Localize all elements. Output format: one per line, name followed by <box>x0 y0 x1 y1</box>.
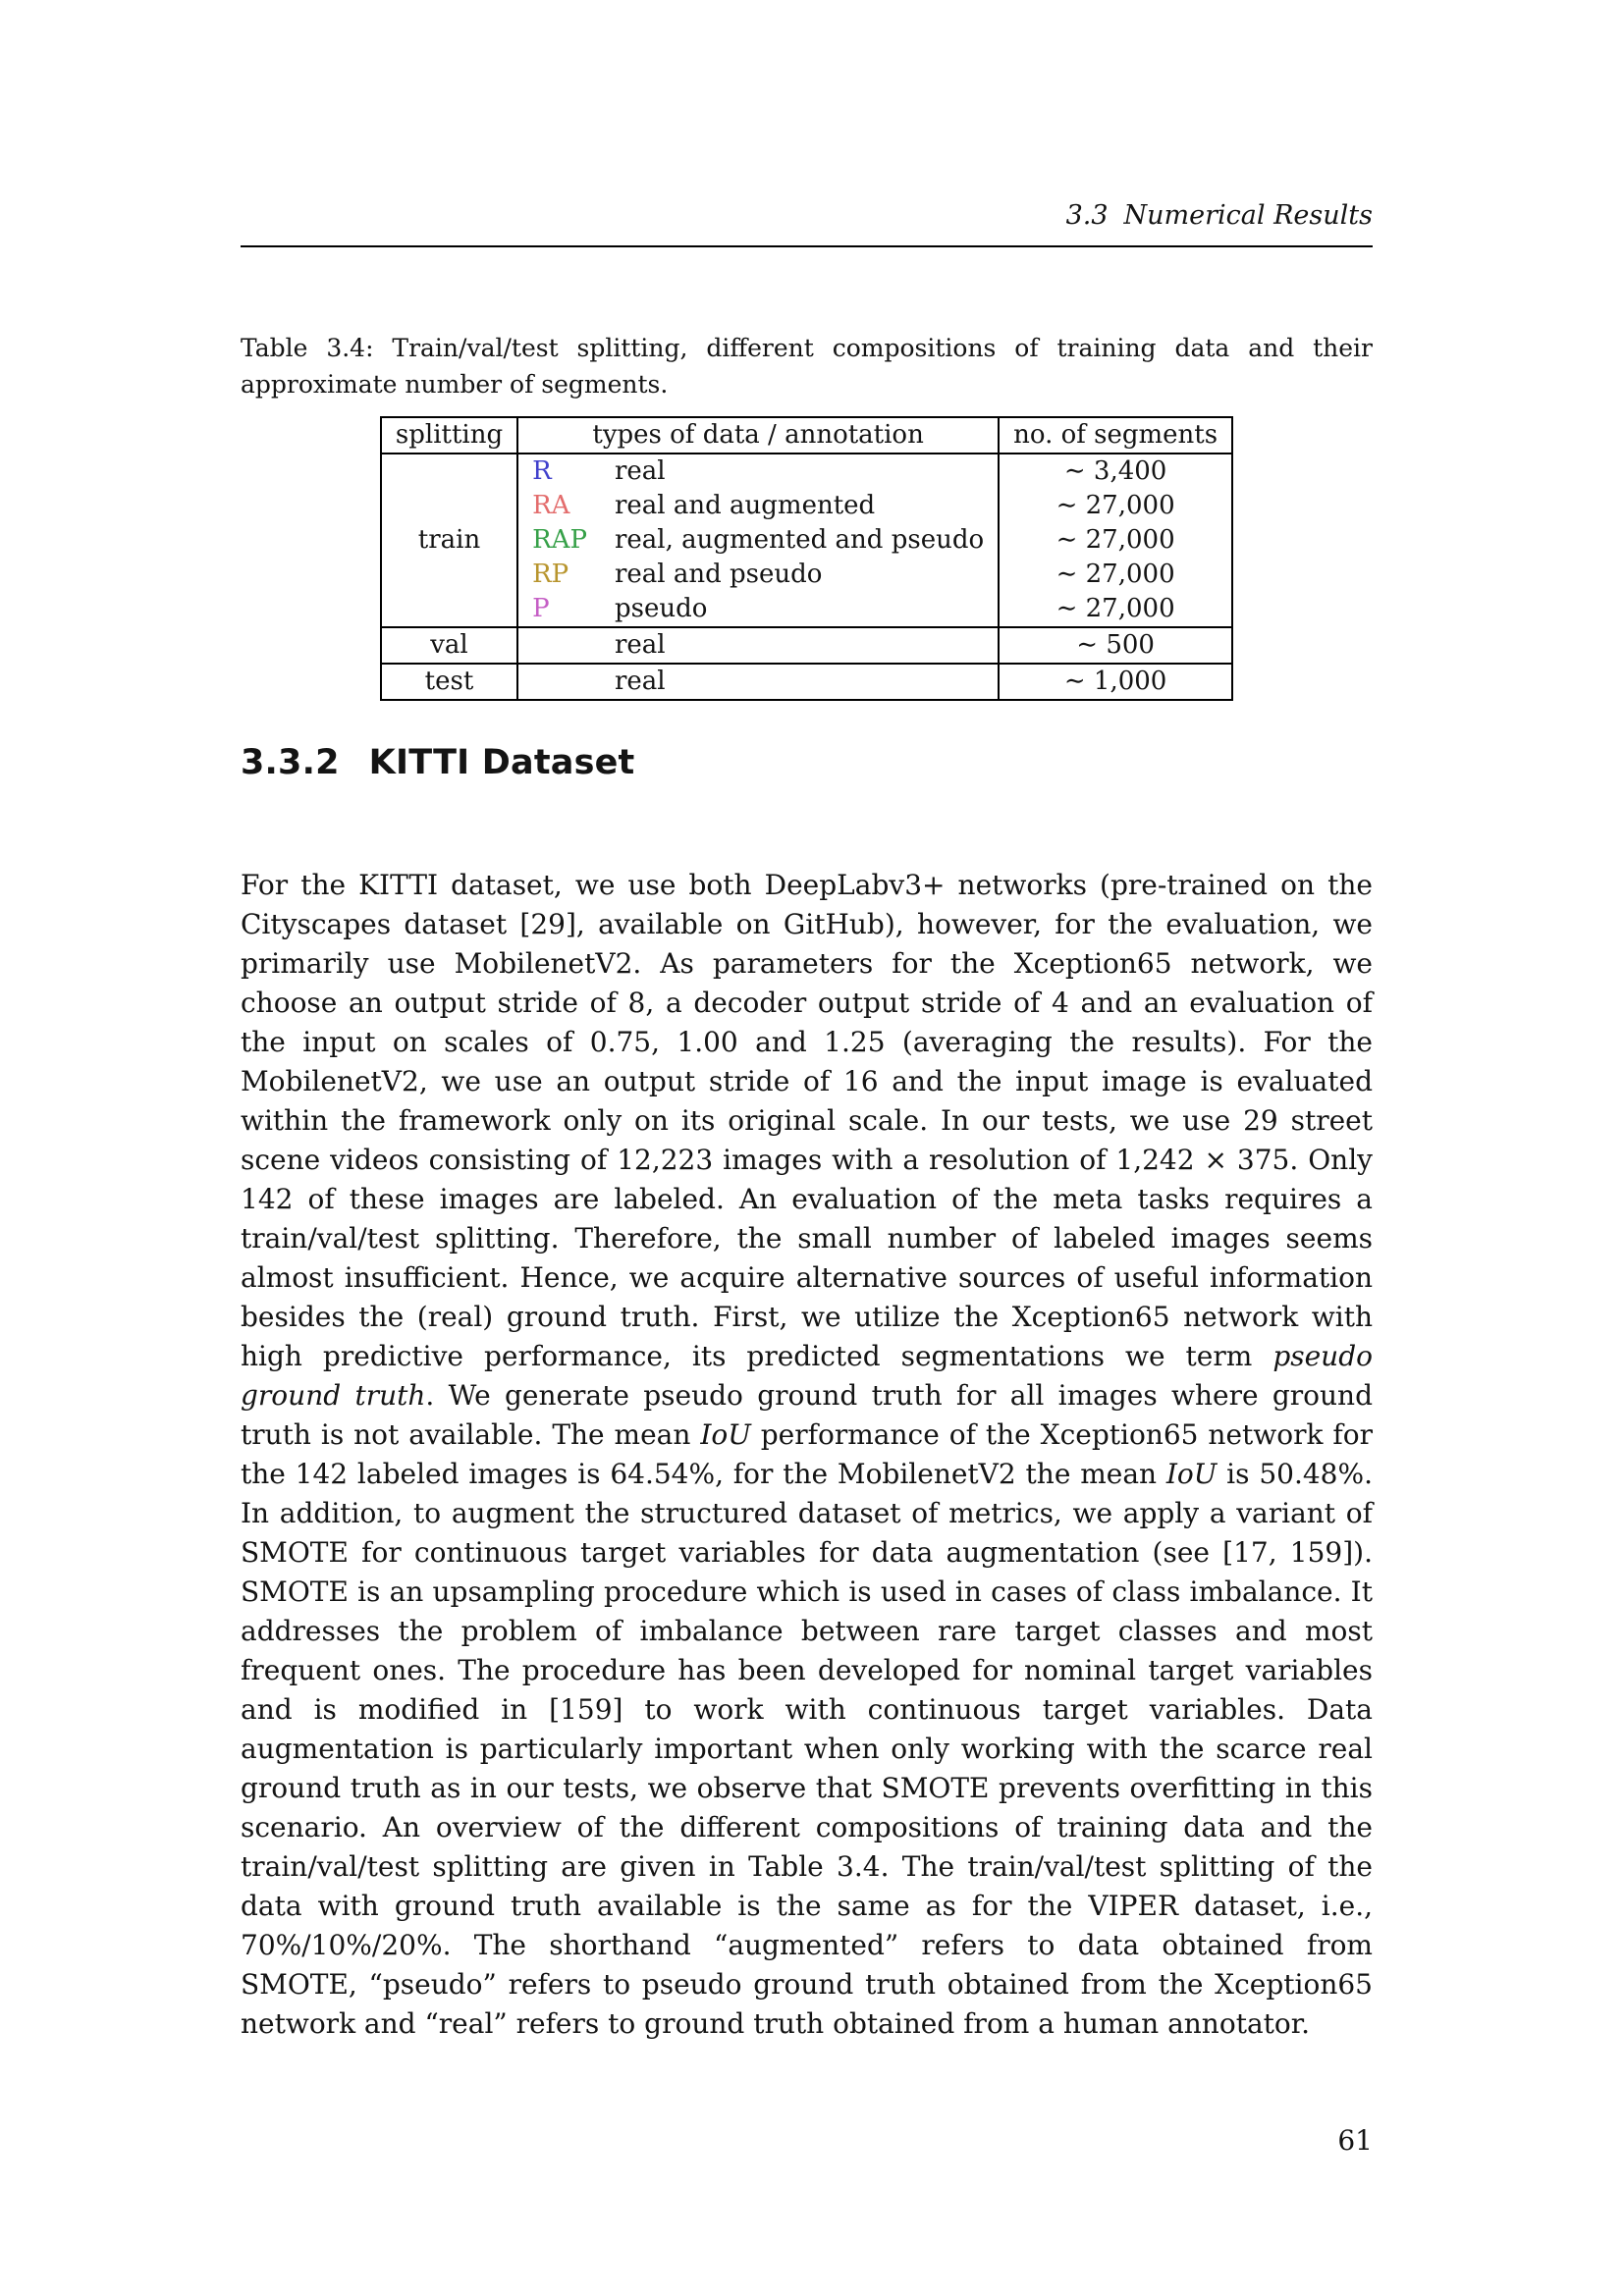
running-header <box>241 200 1373 232</box>
running-header-title: Numerical Results <box>1123 200 1373 231</box>
segments-cell: ∼ 27,000 <box>999 592 1232 627</box>
segments-cell: ∼ 1,000 <box>999 664 1232 700</box>
annotation-cell: pseudo <box>601 592 999 627</box>
annotation-cell: real and augmented <box>614 491 876 520</box>
section-number: 3.3.2 <box>241 743 340 782</box>
annotation-cell: real and pseudo <box>614 560 823 589</box>
col-header-types: types of data / annotation <box>517 417 999 454</box>
splitting-cell-test: test <box>381 664 517 700</box>
code-cell <box>517 627 601 664</box>
table-caption: Table 3.4: Train/val/test splitting, different compositions of training data and their approximate number of segments. <box>241 334 1373 399</box>
kitti-paragraph: For the KITTI dataset, we use both DeepLabv3+ networks (pre-trained on the Cityscapes dataset [29], available on GitHub), however, for the evaluation, we primarily use MobilenetV2. As parameters for the Xception65 network, we choose an output stride of 8, a decoder output stride of 4 and an evaluation of the input on scales of 0.75, 1.00 and 1.25 (averaging the results). For the MobilenetV2, we use an output stride of 16 and the input image is evaluated within the framework only on its original scale. In our tests, we use 29 street scene videos consisting of 12,223 images with a resolution of 1,242 × 375. Only 142 of these images are labeled. An evaluation of the meta tasks requires a train/val/test splitting. Therefore, the small number of labeled images seems almost insufficient. Hence, we acquire alternative sources of useful information besides the (real) ground truth. First, we utilize the Xception65 network with high predictive performance, its predicted segmentations we term pseudo ground truth. We generate pseudo ground truth for all images where ground truth is not available. The mean IoU performance of the Xception65 network for the 142 labeled images is 64.54%, for the MobilenetV2 the mean IoU is 50.48%. In addition, to augment the structured dataset of metrics, we apply a variant of SMOTE for continuous target variables for data augmentation (see [17, 159]). SMOTE is an upsampling procedure which is used in cases of class imbalance. It addresses the problem of imbalance between rare target classes and most frequent ones. The procedure has been developed for nominal target variables and is modified in [159] to work with continuous target variables. Data augmentation is particularly important when only working with the scarce real ground truth as in our tests, we observe that SMOTE prevents overfitting in this scenario. An overview of the different compositions of training data and the train/val/test splitting are given in Table 3.4. The train/val/test splitting of the data with ground truth available is the same as for the VIPER dataset, i.e., 70%/10%/20%. The shorthand “augmented” refers to data obtained from SMOTE, “pseudo” refers to pseudo ground truth obtained from the Xception65 network and “real” refers to ground truth obtained from a human annotator. <box>241 869 1373 2040</box>
col-header-segments: no. of segments <box>999 417 1232 454</box>
segments-cell: ∼ 27,000 <box>999 558 1232 592</box>
header-rule <box>241 245 1373 247</box>
code-cell: RP <box>532 560 569 589</box>
segments-cell: ∼ 500 <box>999 627 1232 664</box>
annotation-cell: real <box>614 667 666 696</box>
page-number: 61 <box>1337 2124 1373 2157</box>
code-cell: RAP <box>532 525 587 555</box>
section-heading <box>241 742 634 783</box>
splitting-cell-train: train <box>381 454 517 627</box>
table-row <box>381 454 1232 489</box>
code-cell: P <box>517 592 601 627</box>
annotation-cell: real <box>614 456 666 486</box>
table-row <box>381 627 1232 664</box>
code-cell <box>517 664 601 700</box>
splitting-cell-val: val <box>381 627 517 664</box>
col-header-splitting: splitting <box>381 417 517 454</box>
annotation-cell: real, augmented and pseudo <box>614 525 985 555</box>
segments-cell: ∼ 3,400 <box>999 454 1232 489</box>
running-header-section-number: 3.3 <box>1065 200 1109 231</box>
segments-cell: ∼ 27,000 <box>999 523 1232 558</box>
train-val-test-table <box>380 416 1233 701</box>
table-header-row <box>381 417 1232 454</box>
annotation-cell: real <box>601 627 999 664</box>
code-cell: R <box>532 456 552 486</box>
table-row <box>381 664 1232 700</box>
section-title: KITTI Dataset <box>368 743 635 782</box>
table-zone <box>241 416 1373 701</box>
segments-cell: ∼ 27,000 <box>999 489 1232 523</box>
code-cell: RA <box>532 491 570 520</box>
